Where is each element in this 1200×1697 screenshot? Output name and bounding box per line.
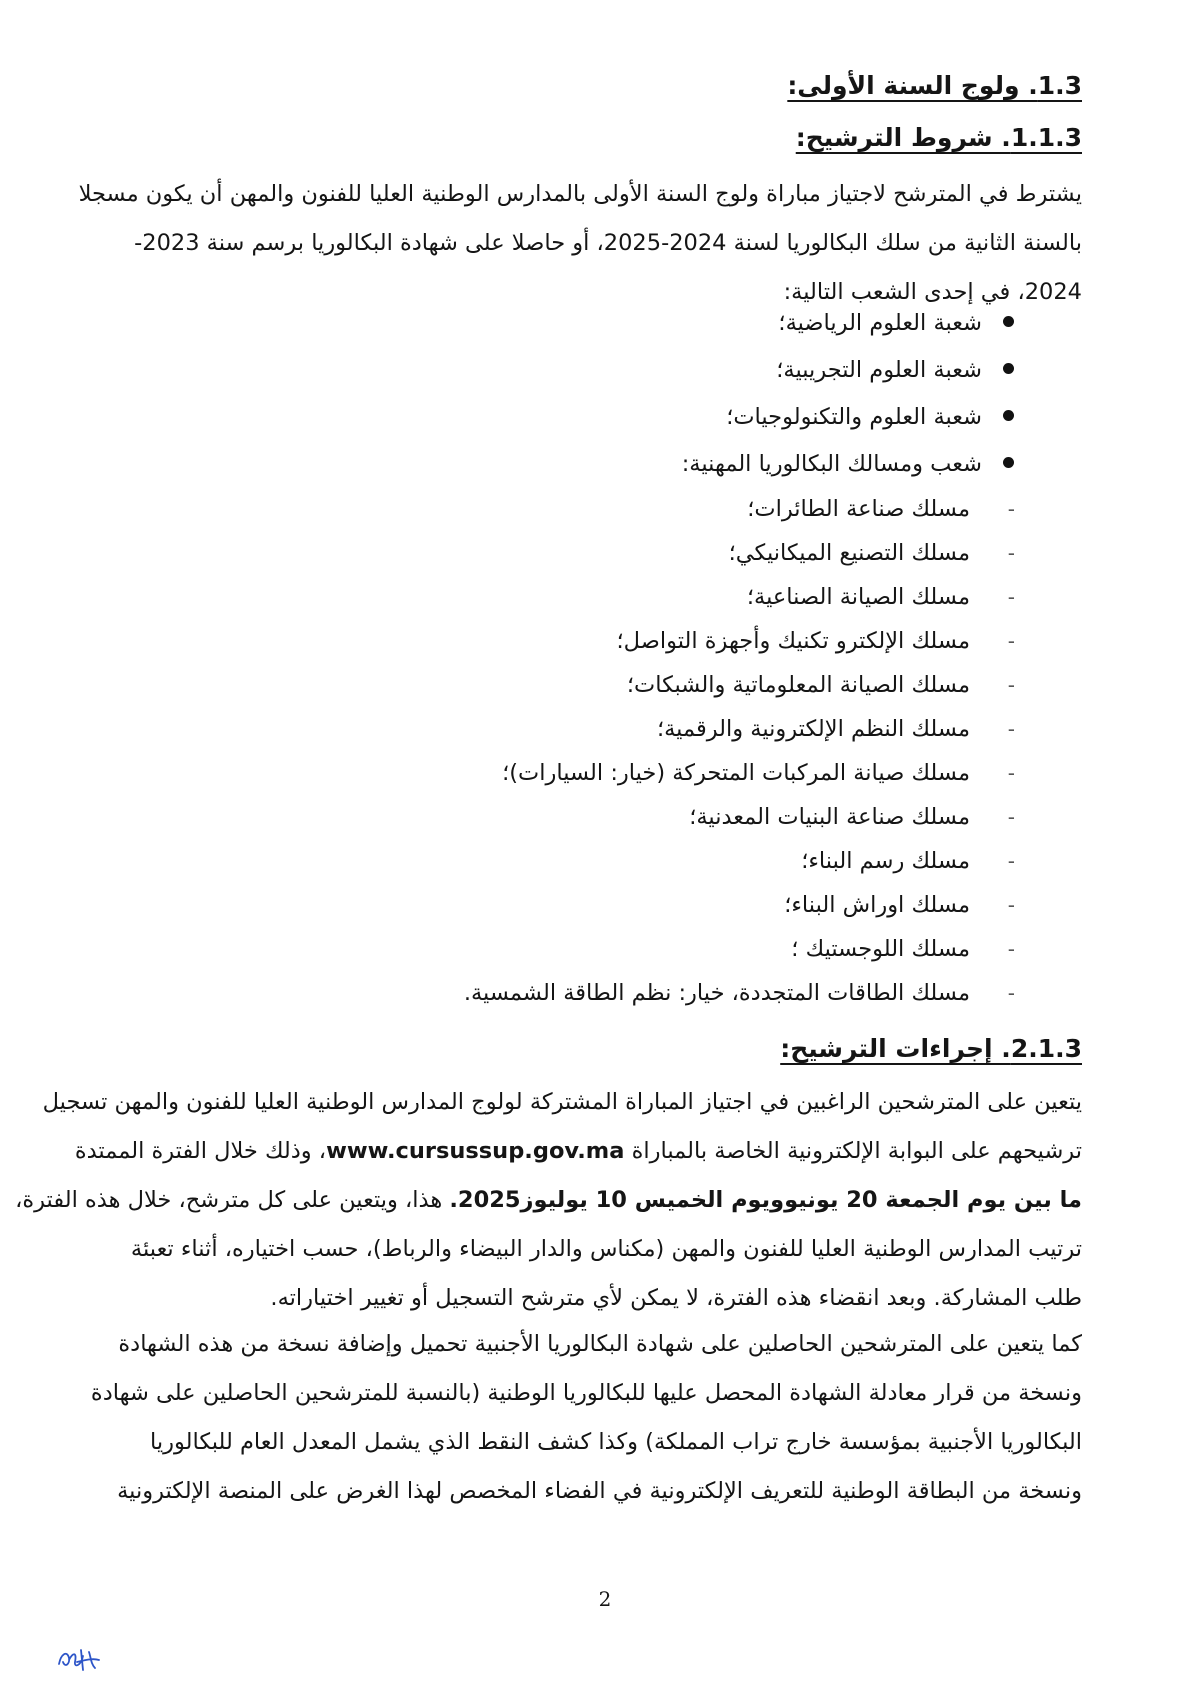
track-label: مسلك اوراش البناء؛ [784, 892, 970, 918]
track-list-item [0, 486, 1200, 532]
track-list-item [0, 662, 1200, 708]
track-label: مسلك الإلكترو تكنيك وأجهزة التواصل؛ [616, 628, 970, 654]
registration-period: ما بين يوم الجمعة 20 يونيوويوم الخميس 10 يوليوز2025. [449, 1187, 1082, 1213]
page-number: 2 [598, 1587, 612, 1611]
paragraph-line: طلب المشاركة. وبعد انقضاء هذه الفترة، لا يمكن لأي مترشح التسجيل أو تغيير اختياراته. [270, 1285, 1082, 1311]
branch-label: شعبة العلوم الرياضية؛ [778, 310, 982, 336]
dash-marker: - [1007, 849, 1015, 873]
track-list-item [0, 838, 1200, 884]
paragraph-line: يشترط في المترشح لاجتياز مباراة ولوج السنة الأولى بالمدارس الوطنية العليا للفنون والمهن أن يكون مسجلا [78, 181, 1082, 207]
paragraph-line: كما يتعين على المترشحين الحاصلين على شهادة البكالوريا الأجنبية تحميل وإضافة نسخة من هذه الشهادة [118, 1331, 1082, 1357]
procedures-paragraph [15, 1078, 1082, 1323]
paragraph-line [74, 1127, 1082, 1176]
branch-list-item [0, 394, 1200, 440]
eligibility-paragraph [78, 170, 1082, 317]
dash-marker: - [1007, 981, 1015, 1005]
track-label: مسلك صيانة المركبات المتحركة (خيار: السيارات)؛ [502, 760, 970, 786]
procedures-heading: 2.1.3. إجراءات الترشيح: [780, 1034, 1082, 1063]
track-label: مسلك النظم الإلكترونية والرقمية؛ [656, 716, 970, 742]
dash-marker: - [1007, 805, 1015, 829]
branch-label: شعبة العلوم والتكنولوجيات؛ [726, 404, 982, 430]
paragraph-line: ونسخة من البطاقة الوطنية للتعريف الإلكترونية في الفضاء المخصص لهذا الغرض على المنصة الإلكترونية [117, 1478, 1082, 1504]
bullet-icon [1003, 410, 1014, 421]
section-heading: 1.3. ولوج السنة الأولى: [787, 71, 1082, 100]
track-label: مسلك الطاقات المتجددة، خيار: نظم الطاقة الشمسية. [463, 980, 970, 1006]
paragraph-line: البكالوريا الأجنبية بمؤسسة خارج تراب المملكة) وكذا كشف النقط الذي يشمل المعدل العام للبكالوريا [150, 1429, 1082, 1455]
track-list-item [0, 706, 1200, 752]
track-list-item [0, 574, 1200, 620]
track-list-item [0, 970, 1200, 1016]
track-list-item [0, 530, 1200, 576]
paragraph-line: ترتيب المدارس الوطنية العليا للفنون والمهن (مكناس والدار البيضاء والرباط)، حسب اختياره، أثناء تعبئة [130, 1236, 1082, 1262]
paragraph-line: 2024، في إحدى الشعب التالية: [783, 279, 1082, 305]
paragraph-text: ، وذلك خلال الفترة الممتدة [74, 1138, 327, 1164]
branch-label: شعب ومسالك البكالوريا المهنية: [681, 451, 982, 477]
paragraph-line: ونسخة من قرار معادلة الشهادة المحصل عليها للبكالوريا الوطنية (بالنسبة للمترشحين الحاصلين على شهادة [90, 1380, 1082, 1406]
track-label: مسلك صناعة البنيات المعدنية؛ [689, 804, 970, 830]
dash-marker: - [1007, 761, 1015, 785]
bullet-icon [1003, 457, 1014, 468]
handwritten-initials-icon [55, 1642, 103, 1674]
bullet-icon [1003, 363, 1014, 374]
paragraph-line: بالسنة الثانية من سلك البكالوريا لسنة 2024-2025، أو حاصلا على شهادة البكالوريا برسم سنة 2023- [134, 230, 1082, 256]
dash-marker: - [1007, 497, 1015, 521]
paragraph-line [15, 1176, 1082, 1225]
track-label: مسلك التصنيع الميكانيكي؛ [728, 540, 970, 566]
branch-list-item [0, 347, 1200, 393]
track-label: مسلك الصيانة الصناعية؛ [746, 584, 970, 610]
track-list-item [0, 794, 1200, 840]
track-list-item [0, 750, 1200, 796]
foreign-bac-paragraph [90, 1320, 1082, 1516]
paragraph-text: هذا، ويتعين على كل مترشح، خلال هذه الفترة، [15, 1187, 443, 1213]
dash-marker: - [1007, 717, 1015, 741]
track-list-item [0, 618, 1200, 664]
track-list-item [0, 926, 1200, 972]
branch-label: شعبة العلوم التجريبية؛ [776, 357, 982, 383]
track-label: مسلك صناعة الطائرات؛ [747, 496, 970, 522]
track-label: مسلك اللوجستيك ؛ [791, 936, 970, 962]
dash-marker: - [1007, 673, 1015, 697]
portal-link[interactable]: www.cursussup.gov.ma [326, 1138, 625, 1164]
dash-marker: - [1007, 541, 1015, 565]
paragraph-text: ترشيحهم على البوابة الإلكترونية الخاصة بالمباراة [631, 1138, 1082, 1164]
dash-marker: - [1007, 937, 1015, 961]
track-label: مسلك رسم البناء؛ [801, 848, 970, 874]
dash-marker: - [1007, 585, 1015, 609]
eligibility-heading: 1.1.3. شروط الترشيح: [795, 123, 1082, 152]
track-list-item [0, 882, 1200, 928]
dash-marker: - [1007, 629, 1015, 653]
branch-list-item [0, 441, 1200, 487]
branch-list-item [0, 300, 1200, 346]
bullet-icon [1003, 316, 1014, 327]
track-label: مسلك الصيانة المعلوماتية والشبكات؛ [626, 672, 970, 698]
dash-marker: - [1007, 893, 1015, 917]
paragraph-line: يتعين على المترشحين الراغبين في اجتياز المباراة المشتركة لولوج المدارس الوطنية العليا للفنون والمهن تسجيل [42, 1089, 1082, 1115]
